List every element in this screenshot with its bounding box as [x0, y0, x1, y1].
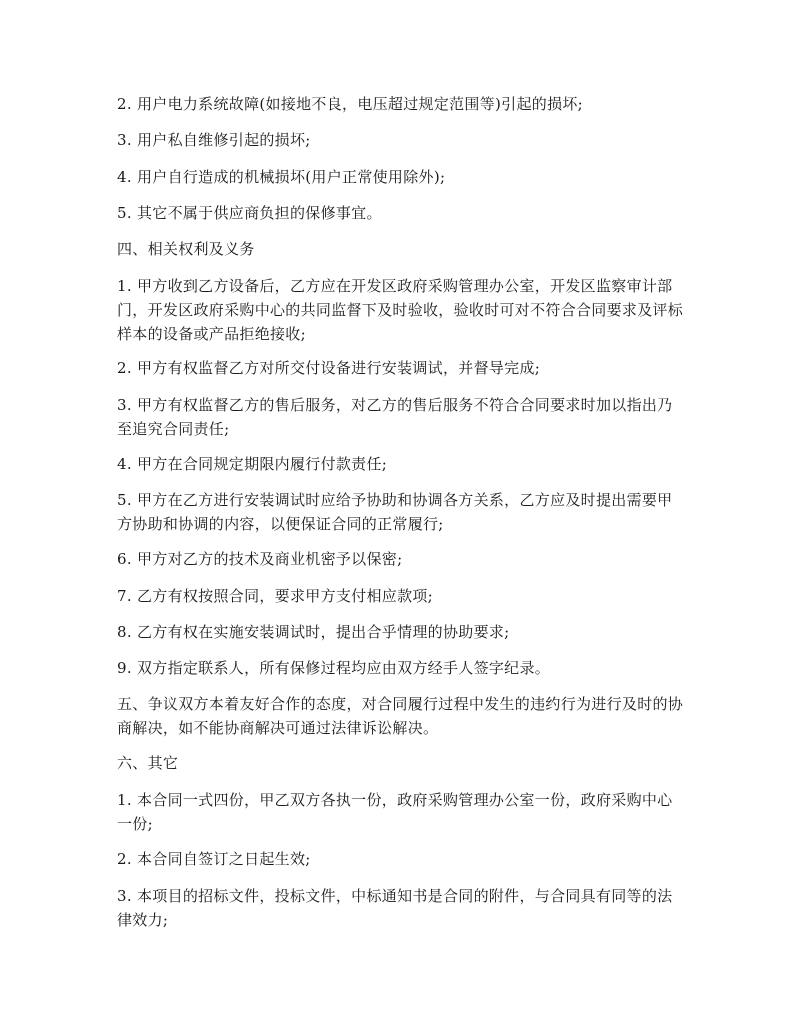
section-heading-rights-obligations: 四、相关权利及义务 — [117, 240, 255, 258]
paragraph-other-1: 1. 本合同一式四份，甲乙双方各执一份，政府采购管理办公室一份，政府采购中心一份; — [117, 791, 673, 833]
paragraph-rights-2: 2. 甲方有权监督乙方对所交付设备进行安装调试，并督导完成; — [117, 359, 541, 377]
paragraph-rights-4: 4. 甲方在合同规定期限内履行付款责任; — [117, 455, 388, 473]
paragraph-warranty-exclusion-2: 2. 用户电力系统故障(如接地不良，电压超过规定范围等)引起的损坏; — [117, 95, 584, 113]
section-dispute-resolution: 五、争议双方本着友好合作的态度，对合同履行过程中发生的违约行为进行及时的协商解决，如不能协商解决可通过法律诉讼解决。 — [117, 695, 684, 737]
paragraph-other-3: 3. 本项目的招标文件，投标文件，中标通知书是合同的附件，与合同具有同等的法律效力; — [117, 887, 673, 929]
paragraph-other-2: 2. 本合同自签订之日起生效; — [117, 850, 311, 868]
paragraph-rights-1: 1. 甲方收到乙方设备后，乙方应在开发区政府采购管理办公室，开发区监察审计部门，开发区政府采购中心的共同监督下及时验收，验收时可对不符合合同要求及评标样本的设备或产品拒绝接收; — [117, 277, 684, 343]
paragraph-rights-7: 7. 乙方有权按照合同，要求甲方支付相应款项; — [117, 587, 434, 605]
paragraph-warranty-exclusion-5: 5. 其它不属于供应商负担的保修事宜。 — [117, 204, 382, 222]
paragraph-rights-9: 9. 双方指定联系人，所有保修过程均应由双方经手人签字纪录。 — [117, 659, 551, 677]
paragraph-rights-3: 3. 甲方有权监督乙方的售后服务，对乙方的售后服务不符合合同要求时加以指出乃至追究合同责任; — [117, 396, 673, 438]
paragraph-warranty-exclusion-3: 3. 用户私自维修引起的损坏; — [117, 131, 311, 149]
paragraph-rights-5: 5. 甲方在乙方进行安装调试时应给予协助和协调各方关系，乙方应及时提出需要甲方协助和协调的内容，以便保证合同的正常履行; — [117, 491, 673, 533]
section-heading-other: 六、其它 — [117, 754, 179, 772]
paragraph-warranty-exclusion-4: 4. 用户自行造成的机械损坏(用户正常使用除外); — [117, 168, 446, 186]
paragraph-rights-6: 6. 甲方对乙方的技术及商业机密予以保密; — [117, 550, 403, 568]
paragraph-rights-8: 8. 乙方有权在实施安装调试时，提出合乎情理的协助要求; — [117, 623, 510, 641]
